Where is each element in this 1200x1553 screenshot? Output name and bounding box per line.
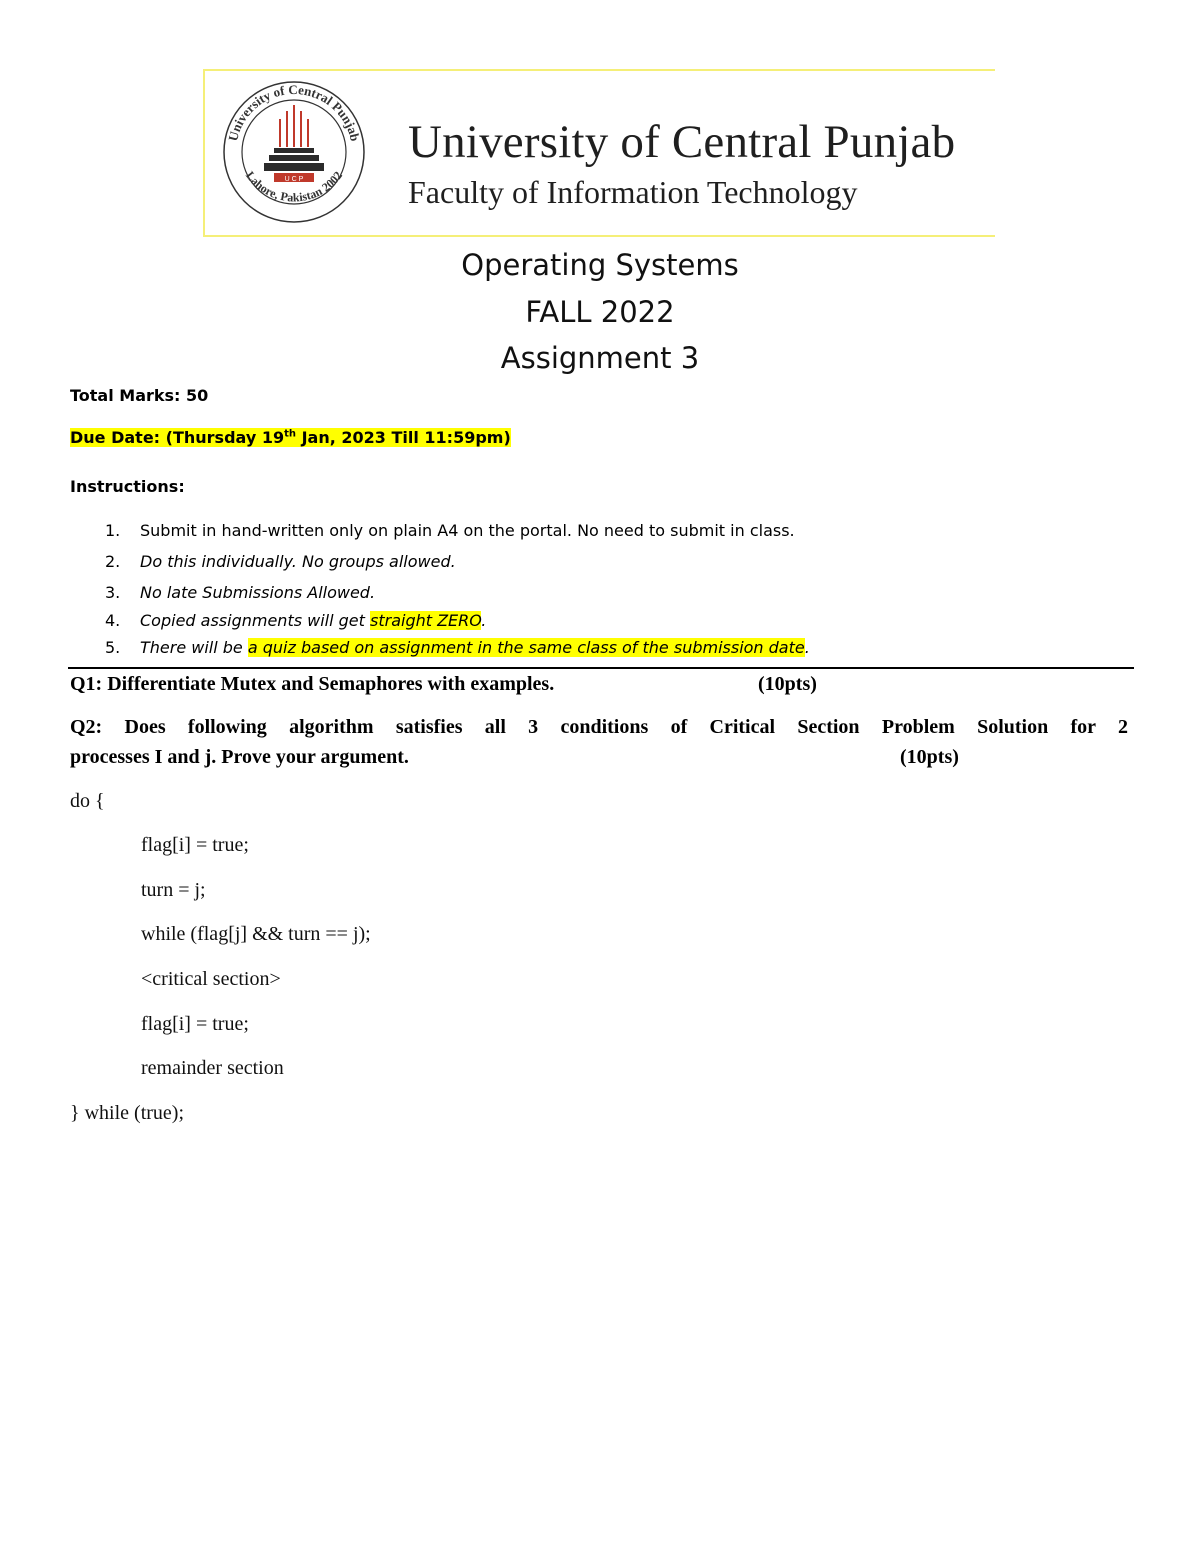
due-date-suffix: Jan, 2023 Till 11:59pm) (296, 428, 511, 447)
instruction-item: 1. Submit in hand-written only on plain A4 on the portal. No need to submit in class. (105, 521, 795, 540)
instruction-item: 2. Do this individually. No groups allowed. (105, 552, 456, 571)
section-divider (68, 667, 1134, 669)
svg-text:U C P: U C P (284, 176, 304, 183)
university-name: University of Central Punjab (408, 116, 956, 168)
code-line: flag[i] = true; (141, 1013, 249, 1035)
instructions-label: Instructions: (70, 477, 185, 496)
university-seal-logo (219, 77, 369, 227)
total-marks: Total Marks: 50 (70, 386, 209, 405)
code-line: turn = j; (141, 879, 206, 901)
course-title: Operating Systems (461, 248, 739, 282)
due-date-ordinal: th (284, 428, 296, 440)
svg-text:Lahore, Pakistan 2002: Lahore, Pakistan 2002 (242, 168, 346, 205)
university-banner (203, 69, 995, 237)
question-1: Q1: Differentiate Mutex and Semaphores with examples. (70, 673, 555, 695)
question-1-points: (10pts) (758, 673, 817, 695)
highlighted-text: a quiz based on assignment in the same class of the submission date (247, 638, 805, 657)
instruction-item: 3. No late Submissions Allowed. (105, 583, 376, 602)
highlighted-text: straight ZERO (370, 611, 482, 630)
code-close: } while (true); (70, 1102, 185, 1124)
due-date-prefix: Due Date: (Thursday 19 (70, 428, 285, 447)
code-open: do { (70, 790, 105, 812)
code-line: while (flag[j] && turn == j); (141, 923, 371, 945)
question-2-line-2: processes I and j. Prove your argument. (70, 746, 409, 768)
code-line: flag[i] = true; (141, 834, 249, 856)
question-2-points: (10pts) (900, 746, 959, 768)
instruction-item: 4. Copied assignments will get straight ZERO. (105, 611, 487, 630)
code-line: <critical section> (141, 968, 281, 990)
code-line: remainder section (141, 1057, 284, 1079)
due-date (70, 428, 511, 447)
svg-text:University of Central Punjab: University of Central Punjab (225, 81, 363, 143)
instruction-item: 5. There will be a quiz based on assignment in the same class of the submission date. (105, 638, 810, 657)
question-2-line-1: Q2: Does following algorithm satisfies all 3 conditions of Critical Section Problem Solution for 2 (70, 716, 1128, 738)
assignment-title: Assignment 3 (500, 341, 700, 375)
faculty-name: Faculty of Information Technology (408, 174, 858, 210)
term-title: FALL 2022 (525, 295, 675, 329)
